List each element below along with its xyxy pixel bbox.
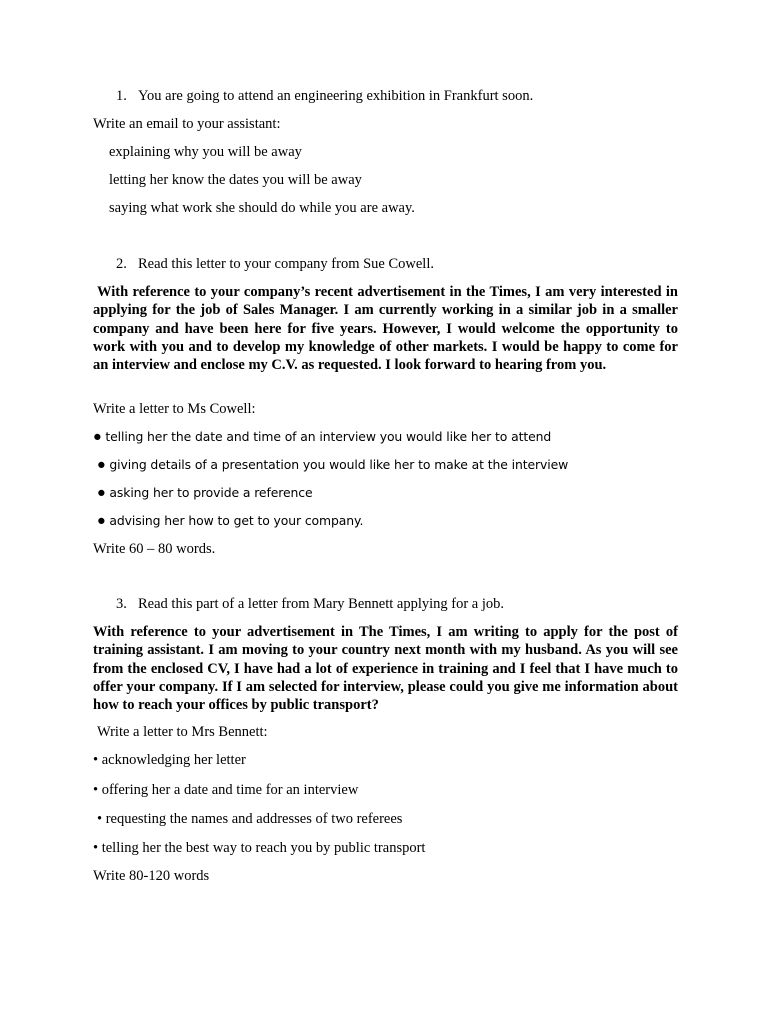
task-2-word-count: Write 60 – 80 words. — [93, 541, 216, 557]
bullet-icon: • — [93, 752, 99, 768]
task-3-point-text: offering her a date and time for an interview — [101, 782, 359, 798]
task-3-point — [93, 751, 246, 769]
task-2-point-text: giving details of a presentation you would like her to make at the interview — [109, 457, 569, 472]
task-3-word-count: Write 80-120 words — [93, 868, 210, 884]
task-2-prompt-text: Read this letter to your company from Sue Cowell. — [138, 256, 434, 272]
task-3-point-text: requesting the names and addresses of two referees — [105, 811, 403, 827]
task-3-letter: With reference to your advertisement in The Times, I am writing to apply for the post of training assistant. I am moving to your country next month with my husband. As you will see from the enclosed CV, I have had a lot of experience in training and I feel that I have much to offer your company. If I am selected for interview, please could you give me information about how to reach your offices by public transport? — [93, 624, 678, 714]
task-3-prompt-text: Read this part of a letter from Mary Bennett applying for a job. — [138, 596, 505, 612]
task-3-point — [93, 839, 425, 857]
task-2-point-text: advising her how to get to your company. — [109, 513, 364, 528]
task-2-point — [97, 456, 568, 474]
task-1-number: 1. — [116, 88, 127, 104]
task-1-point: explaining why you will be away — [109, 144, 302, 160]
task-3-number: 3. — [116, 596, 127, 612]
task-2-point — [97, 484, 312, 502]
task-2-point-text: asking her to provide a reference — [109, 485, 313, 500]
bullet-icon: ● — [97, 485, 106, 501]
bullet-icon: • — [93, 782, 99, 798]
task-1-prompt-text: You are going to attend an engineering exhibition in Frankfurt soon. — [138, 88, 534, 104]
task-3-point — [97, 810, 402, 828]
task-3-point-text: telling her the best way to reach you by public transport — [101, 840, 426, 856]
task-3-point-text: acknowledging her letter — [101, 752, 246, 768]
task-3-instruction: Write a letter to Mrs Bennett: — [97, 724, 268, 740]
bullet-icon: ● — [97, 513, 106, 529]
task-1-prompt — [116, 87, 533, 105]
bullet-icon: • — [93, 840, 99, 856]
task-2-prompt — [116, 255, 434, 273]
bullet-icon: ● — [93, 429, 102, 445]
task-2-point-text: telling her the date and time of an interview you would like her to attend — [105, 429, 552, 444]
task-2-letter: With reference to your company’s recent advertisement in the Times, I am very interested in applying for the job of Sales Manager. I am currently working in a similar job in a smaller company and have been here for five years. However, I would welcome the opportunity to work with you and to develop my knowledge of other markets. I would be happy to come for an interview and enclose my C.V. as requested. I look forward to hearing from you. — [93, 284, 678, 374]
task-2-point — [97, 512, 363, 530]
task-2-number: 2. — [116, 256, 127, 272]
task-1-instruction: Write an email to your assistant: — [93, 116, 281, 132]
bullet-icon: ● — [97, 457, 106, 473]
task-3-prompt — [116, 595, 504, 613]
task-2-point — [93, 428, 551, 446]
task-3-point — [93, 781, 358, 799]
task-1-point: saying what work she should do while you are away. — [109, 200, 415, 216]
task-2-instruction: Write a letter to Ms Cowell: — [93, 401, 256, 417]
bullet-icon: • — [97, 811, 103, 827]
task-1-point: letting her know the dates you will be away — [109, 172, 362, 188]
